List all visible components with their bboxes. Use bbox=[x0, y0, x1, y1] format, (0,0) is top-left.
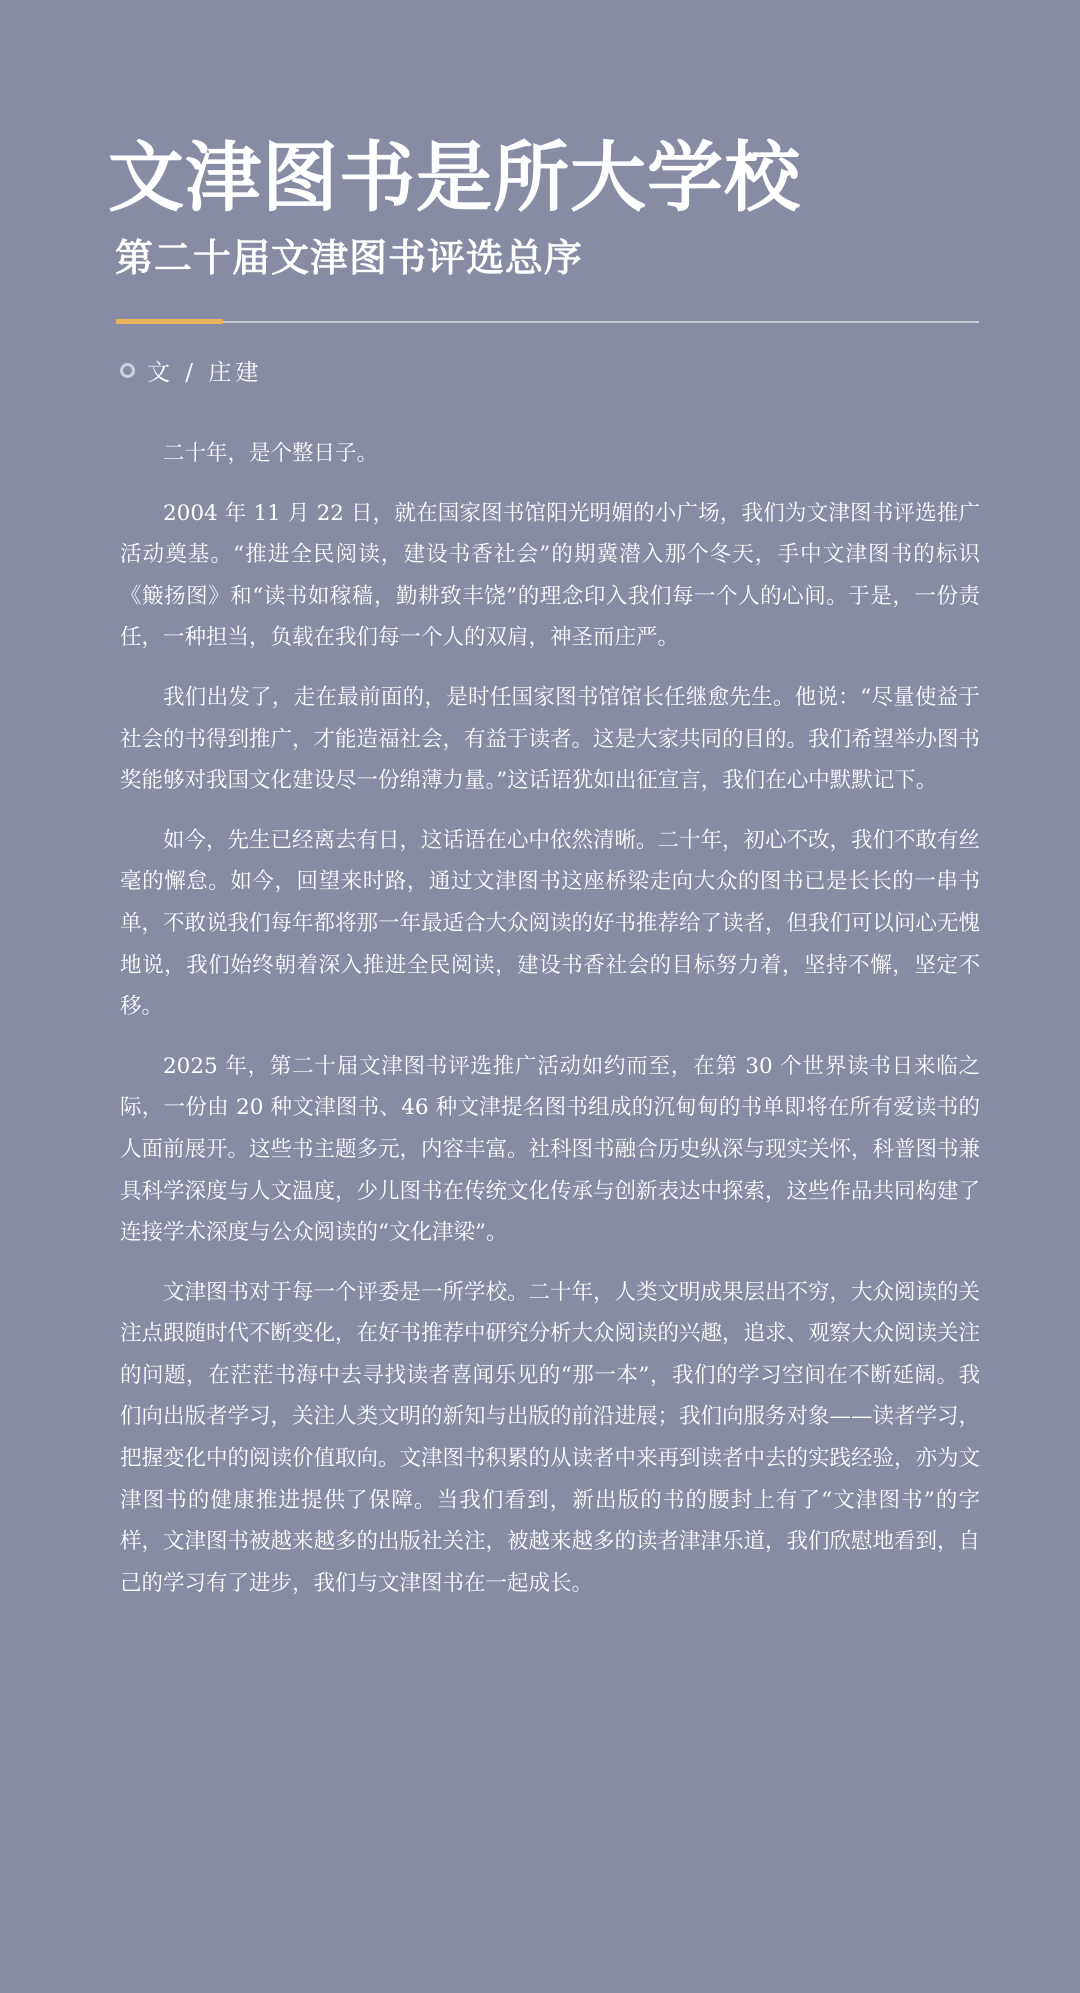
article-subtitle: 第二十届文津图书评选总序 bbox=[115, 236, 584, 280]
byline bbox=[120, 350, 262, 390]
author-credit: 文 / 庄建 bbox=[147, 359, 263, 386]
paragraph: 2025 年，第二十届文津图书评选推广活动如约而至，在第 30 个世界读书日来临之际，一份由 20 种文津图书、46 种文津提名图书组成的沉甸甸的书单即将在所有爱读书的人面前展开。这些书主题多元，内容丰富。社科图书融合历史纵深与现实关怀，科普图书兼具科学深度与人文温度，少儿图书在传统文化传承与创新表达中探索，这些作品共同构建了连接学术深度与公众阅读的“文化津梁”。 bbox=[120, 1053, 981, 1246]
article-title: 文津图书是所大学校 bbox=[108, 133, 801, 222]
article-body bbox=[120, 433, 980, 1622]
paragraph: 如今，先生已经离去有日，这话语在心中依然清晰。二十年，初心不改，我们不敢有丝毫的懈怠。如今，回望来时路，通过文津图书这座桥梁走向大众的图书已是长长的一串书单，不敢说我们每年都将那一年最适合大众阅读的好书推荐给了读者，但我们可以问心无愧地说，我们始终朝着深入推进全民阅读，建设书香社会的目标努力着，坚持不懈，坚定不移。 bbox=[120, 827, 981, 1020]
paragraph: 我们出发了，走在最前面的，是时任国家图书馆馆长任继愈先生。他说：“尽量使益于社会的书得到推广，才能造福社会，有益于读者。这是大家共同的目的。我们希望举办图书奖能够对我国文化建设尽一份绵薄力量。”这话语犹如出征宣言，我们在心中默默记下。 bbox=[120, 684, 981, 794]
paragraph: 二十年，是个整日子。 bbox=[163, 441, 379, 466]
circle-bullet-icon bbox=[120, 363, 135, 378]
title-divider bbox=[116, 321, 979, 323]
title-divider-accent bbox=[116, 319, 223, 324]
paragraph: 文津图书对于每一个评委是一所学校。二十年，人类文明成果层出不穷，大众阅读的关注点跟随时代不断变化，在好书推荐中研究分析大众阅读的兴趣，追求、观察大众阅读关注的问题，在茫茫书海中去寻找读者喜闻乐见的“那一本”，我们的学习空间在不断延阔。我们向出版者学习，关注人类文明的新知与出版的前沿进展；我们向服务对象——读者学习，把握变化中的阅读价值取向。文津图书积累的从读者中来再到读者中去的实践经验，亦为文津图书的健康推进提供了保障。当我们看到，新出版的书的腰封上有了“文津图书”的字样，文津图书被越来越多的出版社关注，被越来越多的读者津津乐道，我们欣慰地看到，自己的学习有了进步，我们与文津图书在一起成长。 bbox=[120, 1279, 981, 1596]
paragraph: 2004 年 11 月 22 日，就在国家图书馆阳光明媚的小广场，我们为文津图书评选推广活动奠基。“推进全民阅读，建设书香社会”的期冀潜入那个冬天，手中文津图书的标识《簸扬图》和“读书如稼穑，勤耕致丰饶”的理念印入我们每一个人的心间。于是，一份责任，一种担当，负载在我们每一个人的双肩，神圣而庄严。 bbox=[120, 500, 980, 651]
